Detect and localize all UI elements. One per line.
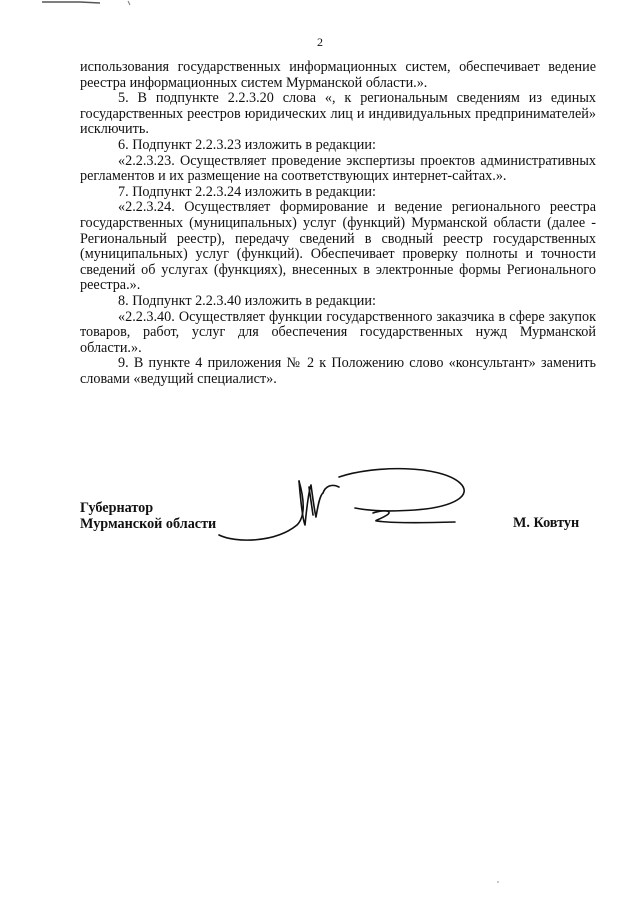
document-body — [80, 60, 596, 387]
scan-artifact — [40, 0, 140, 10]
paragraph-continuation: использования государственных информационных систем, обеспечивает ведение реестра информационных систем Мурманской области.». — [80, 59, 596, 91]
scan-dot — [496, 880, 500, 884]
signatory-title — [80, 500, 216, 532]
paragraph-item-8: 8. Подпункт 2.2.3.40 изложить в редакции: — [118, 292, 376, 309]
handwritten-signature — [215, 465, 475, 545]
paragraph-item-9: 9. В пункте 4 приложения № 2 к Положению слово «консультант» заменить словами «ведущий специалист». — [80, 355, 596, 387]
signatory-title-line1: Губернатор — [80, 500, 154, 516]
paragraph-quote-2-2-3-24: «2.2.3.24. Осуществляет формирование и ведение регионального реестра государственных (муниципальных) услуг (функций) Мурманской области (далее - Региональный реестр), передачу сведений в сводный реестр государственных (муниципальных) услуг (функций). Обеспечивает проверку полноты и точности сведений об услугах (функциях), внесенных в электронные формы Регионального реестра.». — [80, 199, 596, 294]
signatory-title-line2: Мурманской области — [80, 516, 217, 532]
page-number: 2 — [317, 35, 323, 49]
paragraph-quote-2-2-3-40: «2.2.3.40. Осуществляет функции государственного заказчика в сфере закупок товаров, работ, услуг для обеспечения государственных нужд Мурманской области.». — [80, 308, 596, 356]
signatory-name: М. Ковтун — [513, 515, 580, 531]
paragraph-item-7: 7. Подпункт 2.2.3.24 изложить в редакции: — [118, 183, 376, 200]
paragraph-quote-2-2-3-23: «2.2.3.23. Осуществляет проведение экспертизы проектов административных регламентов и их размещение на соответствующих интернет-сайтах.». — [80, 152, 596, 185]
paragraph-item-5: 5. В подпункте 2.2.3.20 слова «, к региональным сведениям из единых государственных реестров юридических лиц и индивидуальных предпринимателей» исключить. — [80, 90, 596, 138]
paragraph-item-6: 6. Подпункт 2.2.3.23 изложить в редакции: — [118, 136, 376, 153]
